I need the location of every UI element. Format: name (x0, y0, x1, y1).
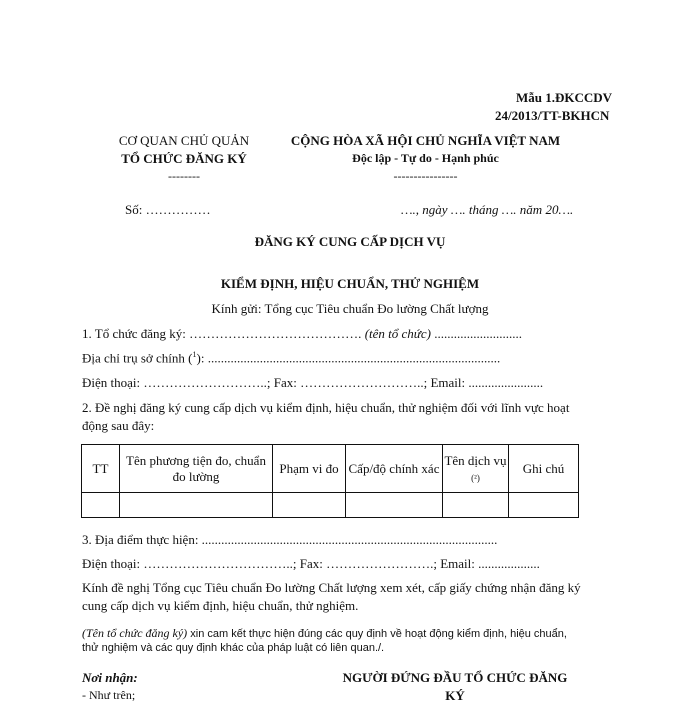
request-text-line1: Kính đề nghị Tổng cục Tiêu chuẩn Đo lường Chất lượng xem xét, cấp giấy chứng nhận đăng ký (82, 580, 581, 595)
table-cell (509, 493, 579, 518)
table-cell (443, 493, 509, 518)
col-header-notes: Ghi chú (509, 445, 579, 493)
col-header-accuracy: Cấp/độ chính xác (346, 445, 443, 493)
contact-line: Điện thoại: ………………………..; Fax: ………………………..; Email: ....................... (82, 375, 544, 390)
footnote-mark-1: 1 (192, 350, 197, 359)
col-header-service-label: Tên dịch vụ (444, 452, 507, 468)
address-label: Địa chỉ trụ sở chính ( (82, 350, 193, 366)
table-cell (273, 493, 346, 518)
form-code-line1: Mẫu 1.ĐKCCDV (516, 90, 613, 105)
organization-header: TỔ CHỨC ĐĂNG KÝ (121, 151, 247, 166)
commitment-line1 (82, 624, 567, 642)
col-header-instrument: Tên phương tiện đo, chuẩn đo lường (120, 445, 273, 493)
recipients-label: Nơi nhận: (82, 670, 138, 685)
commitment-line2: thử nghiệm và các quy định khác của pháp luật có liên quan./. (82, 642, 385, 654)
table-cell (346, 493, 443, 518)
addressee: Kính gửi: Tổng cục Tiêu chuẩn Đo lường Chất lượng (211, 301, 489, 316)
table-header-row (82, 445, 579, 493)
request-text-line2: cung cấp dịch vụ kiểm định, hiệu chuẩn, thử nghiệm. (82, 598, 359, 613)
org-name-dots: ........................... (434, 326, 522, 341)
national-title: CỘNG HÒA XÃ HỘI CHỦ NGHĨA VIỆT NAM (290, 133, 561, 148)
col-header-service (443, 445, 509, 493)
recipient-item: - Như trên; (82, 688, 136, 702)
request-scope-line1: 2. Đề nghị đăng ký cung cấp dịch vụ kiểm định, hiệu chuẩn, thử nghiệm đối với lĩnh vực hoạt (82, 400, 570, 415)
col-header-range: Phạm vi đo (273, 445, 346, 493)
left-header-rule: -------- (168, 169, 200, 183)
org-name-line (82, 326, 522, 342)
commitment-org-hint: (Tên tổ chức đăng ký) (82, 626, 188, 640)
org-name-label: 1. Tổ chức đăng ký: …………………………………. (82, 326, 362, 341)
form-code-line2: 24/2013/TT-BKHCN (495, 108, 610, 123)
service-contact-line: Điện thoại: ……………………………..; Fax: …………………….; Email: ................... (82, 556, 540, 571)
service-location-line: 3. Địa điểm thực hiện: ........................................................................................... (82, 532, 498, 547)
address-line (82, 350, 500, 366)
document-title-line1: ĐĂNG KÝ CUNG CẤP DỊCH VỤ (254, 234, 446, 249)
commitment-text: xin cam kết thực hiện đúng các quy định về hoạt động kiểm định, hiệu chuẩn, (187, 628, 567, 640)
signer-title-line2: KÝ (445, 688, 465, 703)
org-name-hint: (tên tổ chức) (361, 326, 435, 341)
address-dots: ): .......................................................................................... (196, 350, 501, 366)
request-scope-line2: động sau đây: (82, 418, 155, 433)
right-header-rule: ---------------- (393, 169, 458, 183)
table-cell (82, 493, 120, 518)
footnote-mark-2: (²) (471, 472, 480, 483)
document-date: …., ngày …. tháng …. năm 20…. (401, 202, 574, 217)
service-table (81, 444, 579, 518)
col-header-index: TT (82, 445, 120, 493)
document-number: Số: …………… (125, 202, 211, 217)
document-title-line2: KIỂM ĐỊNH, HIỆU CHUẨN, THỬ NGHIỆM (220, 276, 480, 291)
agency-header: CƠ QUAN CHỦ QUẢN (118, 133, 250, 148)
national-motto: Độc lập - Tự do - Hạnh phúc (352, 151, 499, 165)
table-cell (120, 493, 273, 518)
table-row (82, 493, 579, 518)
signer-title-line1: NGƯỜI ĐỨNG ĐẦU TỔ CHỨC ĐĂNG (342, 670, 568, 685)
